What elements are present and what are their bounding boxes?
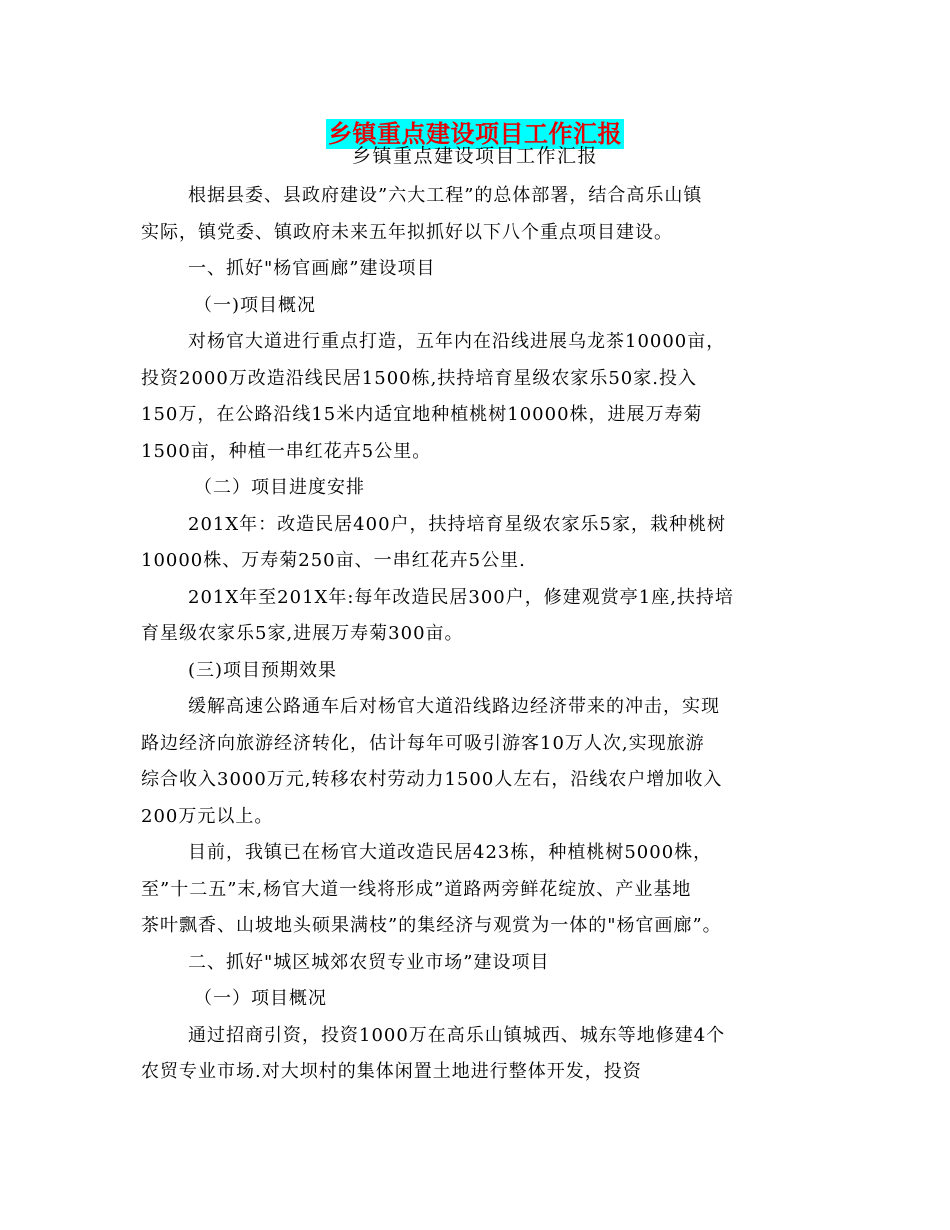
section-heading: 二、抓好"城区城郊农贸专业市场”建设项目 — [188, 951, 550, 973]
paragraph-line: 201X年：改造民居400户，扶持培育星级农家乐5家，栽种桃树 — [188, 513, 726, 535]
paragraph-line: 通过招商引资，投资1000万在高乐山镇城西、城东等地修建4个 — [188, 1024, 726, 1046]
paragraph-line: 投资2000万改造沿线民居1500栋,扶持培育星级农家乐50家.投入 — [141, 367, 697, 389]
paragraph-line: 茶叶飘香、山坡地头硕果满枝”的集经济与观赏为一体的"杨官画廊”。 — [141, 915, 722, 936]
paragraph-line: 根据县委、县政府建设”六大工程”的总体部署，结合高乐山镇 — [188, 185, 703, 206]
paragraph-line: 1500亩，种植一串红花卉5公里。 — [141, 440, 432, 462]
subsection-heading: （一）项目概况 — [194, 988, 327, 1009]
paragraph-line: 150万，在公路沿线15米内适宜地种植桃树10000株，进展万寿菊 — [141, 404, 703, 425]
paragraph-line: 综合收入3000万元,转移农村劳动力1500人左右，沿线农户增加收入 — [141, 769, 723, 790]
paragraph-line: 对杨官大道进行重点打造，五年内在沿线进展乌龙茶10000亩， — [188, 331, 726, 352]
paragraph-line: 200万元以上。 — [141, 805, 274, 827]
subsection-heading: （一)项目概况 — [194, 294, 317, 316]
paragraph-line: 实际，镇党委、镇政府未来五年拟抓好以下八个重点项目建设。 — [141, 221, 673, 243]
paragraph-line: 至”十二五”末,杨官大道一线将形成”道路两旁鲜花绽放、产业基地 — [141, 878, 692, 900]
paragraph-line: 缓解高速公路通车后对杨官大道沿线路边经济带来的冲击，实现 — [188, 696, 720, 717]
paragraph-line: 201X年至201X年:每年改造民居300户，修建观赏亭1座,扶持培 — [188, 586, 734, 608]
subsection-heading: (三)项目预期效果 — [188, 659, 338, 681]
document-subtitle: 乡镇重点建设项目工作汇报 — [351, 145, 598, 167]
document-body — [141, 178, 831, 1091]
document-title-text: 乡镇重点建设项目工作汇报 — [328, 119, 622, 148]
paragraph-line: 目前，我镇已在杨官大道改造民居423栋，种植桃树5000株， — [188, 842, 713, 863]
paragraph-line: 育星级农家乐5家,进展万寿菊300亩。 — [141, 623, 464, 644]
paragraph-line: 路边经济向旅游经济转化，估计每年可吸引游客10万人次,实现旅游 — [141, 732, 705, 754]
subsection-heading: （二）项目进度安排 — [194, 477, 365, 498]
paragraph-line: 10000株、万寿菊250亩、一串红花卉5公里. — [141, 550, 526, 571]
paragraph-line: 农贸专业市场.对大坝村的集体闲置土地进行整体开发，投资 — [141, 1061, 642, 1082]
section-heading: 一、抓好"杨官画廊”建设项目 — [188, 258, 436, 279]
